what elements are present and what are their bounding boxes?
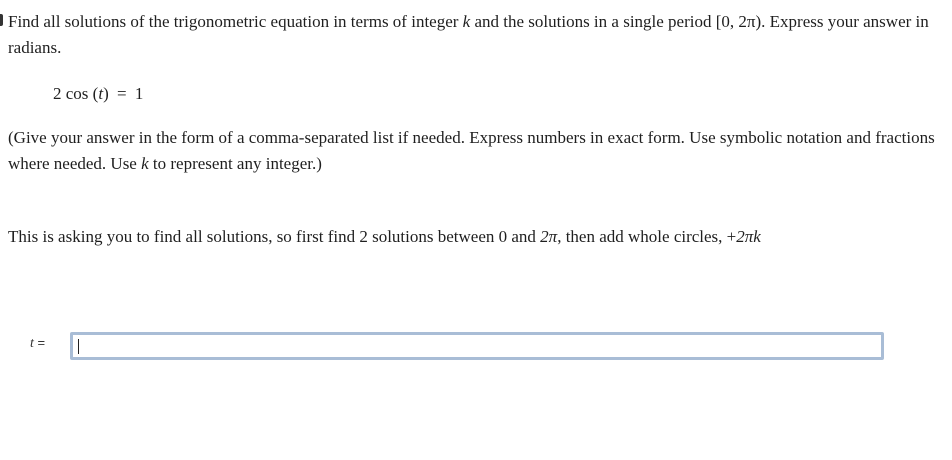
question-marker	[0, 14, 3, 26]
instructions-part2: to represent any integer.)	[148, 154, 322, 173]
question-var-k: k	[462, 12, 471, 31]
question-part1: Find all solutions of the trigonometric equation in terms of integer	[8, 12, 463, 31]
question-part2: and the solutions in a single period [0, 2π). Express your answer in radians.	[8, 12, 929, 57]
instructions-var-k: k	[141, 154, 149, 173]
equation-lhs-close: )	[103, 84, 109, 103]
answer-input[interactable]	[70, 332, 884, 360]
equation-lhs: 2 cos (	[53, 84, 99, 103]
hint-two-pi-k: 2πk	[736, 227, 761, 246]
equation	[53, 82, 143, 106]
hint-text	[8, 224, 938, 250]
answer-label-eq: =	[33, 335, 46, 350]
answer-row	[0, 330, 952, 362]
equation-equals: =	[116, 84, 127, 103]
answer-label	[30, 335, 45, 352]
equation-var: t	[98, 84, 104, 103]
answer-label-var: t	[30, 336, 34, 351]
hint-two-pi: 2π	[540, 227, 558, 246]
hint-part1: This is asking you to find all solutions, so first find 2 solutions between 0 and	[8, 227, 541, 246]
instructions-part1: (Give your answer in the form of a comma-separated list if needed. Express numbers in exact form. Use symbolic notation and fractions where needed. Use	[8, 128, 935, 173]
instructions-text	[8, 125, 938, 177]
question-text	[8, 9, 938, 61]
hint-part2: , then add whole circles, +	[557, 227, 737, 246]
text-caret	[78, 339, 79, 354]
equation-rhs: 1	[134, 84, 144, 103]
